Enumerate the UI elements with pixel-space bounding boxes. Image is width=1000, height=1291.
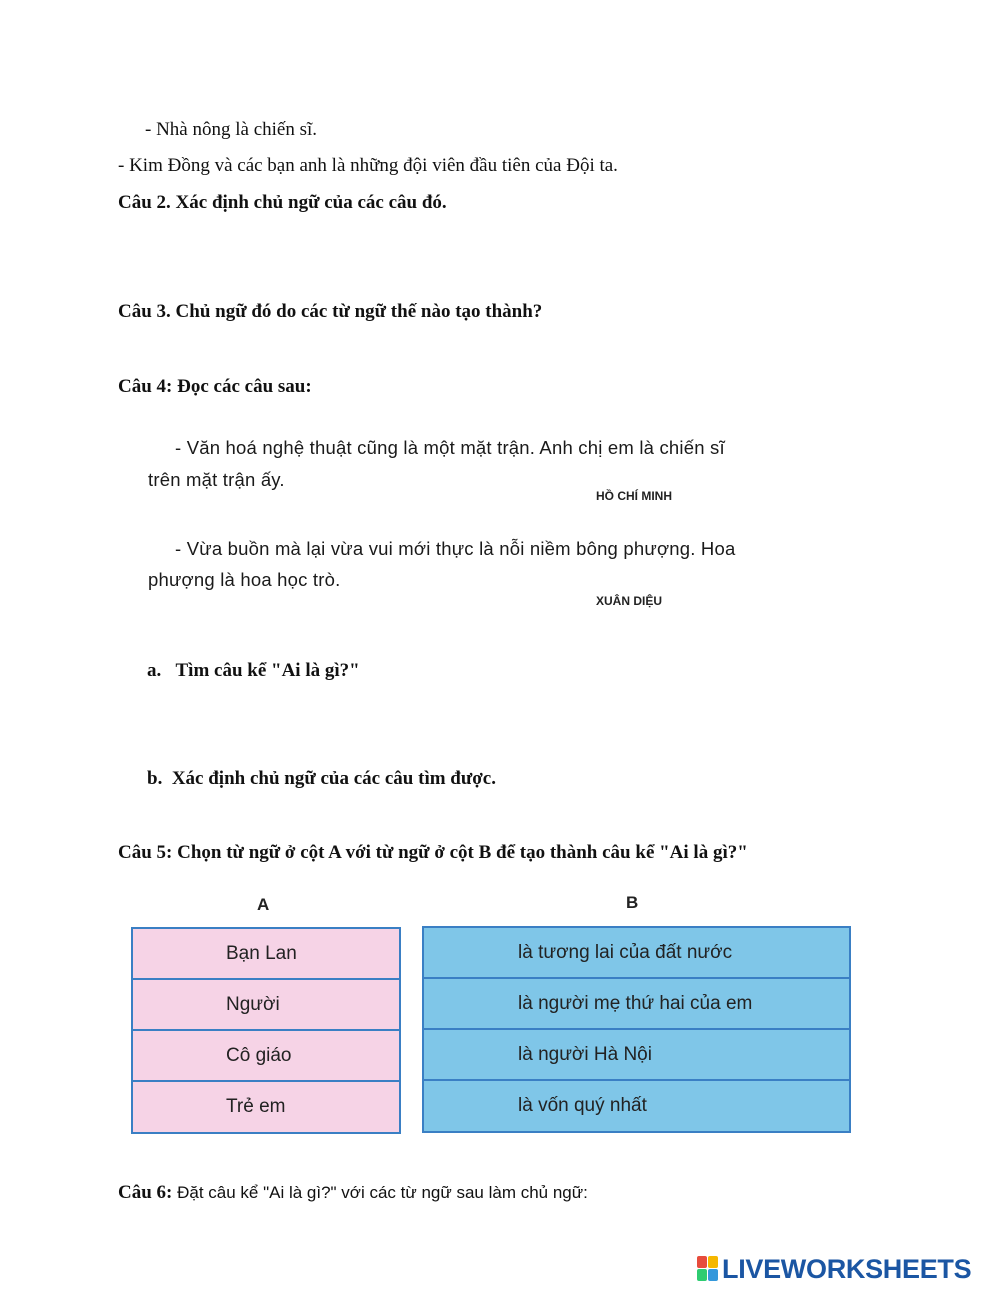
question-2 [118, 192, 447, 214]
question-6 [118, 1182, 588, 1204]
quote-2-line-2: phượng là hoa học trò. [148, 569, 341, 590]
column-b-text: là người Hà Nội [518, 1043, 652, 1065]
column-b-table [422, 926, 851, 1133]
question-4: Câu 4: Đọc các câu sau: [118, 376, 312, 397]
question-6-label: Câu 6: [118, 1182, 173, 1203]
quote-2-author: XUÂN DIỆU [596, 594, 663, 608]
column-b-text: là người mẹ thứ hai của em [518, 992, 753, 1014]
column-a-table [131, 927, 401, 1134]
question-2-label: Câu 2 [118, 192, 167, 213]
column-a-row[interactable] [133, 929, 399, 980]
sub-question-a-text: Tìm câu kể "Ai là gì?" [175, 660, 360, 681]
column-a-row[interactable] [133, 1031, 399, 1082]
sub-question-a [147, 660, 360, 682]
column-b-text: là vốn quý nhất [518, 1094, 647, 1116]
question-2-text: . Xác định chủ ngữ của các câu đó. [166, 192, 447, 213]
sub-question-b-text: Xác định chủ ngữ của các câu tìm được. [171, 768, 496, 789]
intro-line-2: - Kim Đồng và các bạn anh là những đội viên đầu tiên của Đội ta. [118, 155, 618, 176]
question-3: Câu 3. Chủ ngữ đó do các từ ngữ thế nào tạo thành? [118, 301, 543, 322]
quote-1-author: HỒ CHÍ MINH [596, 489, 672, 503]
column-b-text: là tương lai của đất nước [518, 941, 733, 963]
column-b-row[interactable] [424, 979, 849, 1030]
quote-2-line-1: - Vừa buồn mà lại vừa vui mới thực là nỗi niềm bông phượng. Hoa [175, 538, 736, 559]
column-b-row[interactable] [424, 1081, 849, 1130]
liveworksheets-logo-icon [697, 1256, 719, 1282]
column-b-header: B [626, 893, 639, 912]
quote-1-line-2: trên mặt trận ấy. [148, 469, 285, 490]
column-a-row[interactable] [133, 1082, 399, 1131]
question-5: Câu 5: Chọn từ ngữ ở cột A với từ ngữ ở cột B để tạo thành câu kể "Ai là gì?" [118, 842, 748, 863]
column-a-header: A [257, 895, 270, 914]
column-a-row[interactable] [133, 980, 399, 1031]
sub-question-b-marker: b. [147, 768, 163, 789]
column-a-text: Người [226, 993, 280, 1015]
liveworksheets-logo-text: LIVEWORKSHEETS [722, 1253, 972, 1284]
liveworksheets-logo[interactable] [697, 1254, 971, 1284]
column-b-row[interactable] [424, 1030, 849, 1081]
quote-1-line-1: - Văn hoá nghệ thuật cũng là một mặt trận. Anh chị em là chiến sĩ [175, 437, 725, 458]
column-a-text: Trẻ em [226, 1095, 286, 1117]
column-a-text: Bạn Lan [226, 942, 297, 964]
column-a-text: Cô giáo [226, 1044, 292, 1066]
sub-question-a-marker: a. [147, 660, 162, 681]
intro-line-1: - Nhà nông là chiến sĩ. [145, 119, 318, 140]
column-b-row[interactable] [424, 928, 849, 979]
sub-question-b [147, 768, 496, 790]
question-6-text: Đặt câu kể "Ai là gì?" với các từ ngữ sau làm chủ ngữ: [172, 1183, 588, 1202]
